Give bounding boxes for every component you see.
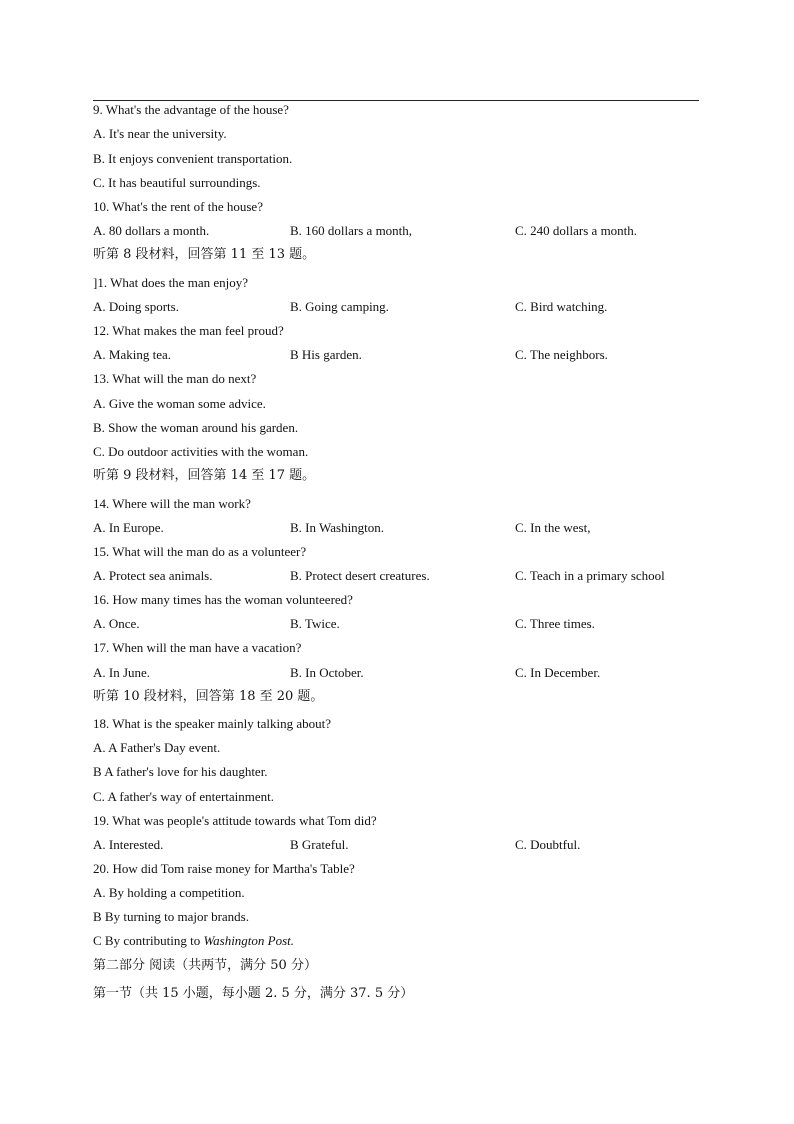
question-14-option-c: C. In the west, xyxy=(515,520,591,535)
question-12-stem: 12. What makes the man feel proud? xyxy=(93,323,284,338)
question-17-option-c: C. In December. xyxy=(515,665,601,680)
question-19-option-b: B Grateful. xyxy=(290,837,349,852)
question-20-stem: 20. How did Tom raise money for Martha's Table? xyxy=(93,861,355,876)
question-13-option-c: C. Do outdoor activities with the woman. xyxy=(93,444,309,459)
question-13-stem: 13. What will the man do next? xyxy=(93,371,257,386)
question-11-option-a: A. Doing sports. xyxy=(93,299,179,314)
header-rule xyxy=(93,100,699,101)
question-14-option-b: B. In Washington. xyxy=(290,520,385,535)
question-18-stem: 18. What is the speaker mainly talking about? xyxy=(93,716,332,731)
question-9-stem: 9. What's the advantage of the house? xyxy=(93,102,289,117)
question-14-option-a: A. In Europe. xyxy=(93,520,164,535)
newspaper-title: Washington Post. xyxy=(203,933,295,948)
question-11-option-b: B. Going camping. xyxy=(290,299,389,314)
section-8-instruction: 听第 8 段材料，回答第 11 至 13 题。 xyxy=(93,247,316,262)
question-15-option-b: B. Protect desert creatures. xyxy=(290,568,430,583)
question-11-stem: ]1. What does the man enjoy? xyxy=(93,275,248,290)
question-19-option-c: C. Doubtful. xyxy=(515,837,581,852)
question-20-option-b: B By turning to major brands. xyxy=(93,909,249,924)
question-9-option-a: A. It's near the university. xyxy=(93,126,227,141)
section-10-instruction: 听第 10 段材料，回答第 18 至 20 题。 xyxy=(93,689,324,704)
question-20-option-a: A. By holding a competition. xyxy=(93,885,245,900)
question-12-option-a: A. Making tea. xyxy=(93,347,171,362)
question-13-option-b: B. Show the woman around his garden. xyxy=(93,420,299,435)
question-12-option-b: B His garden. xyxy=(290,347,362,362)
section-9-instruction: 听第 9 段材料，回答第 14 至 17 题。 xyxy=(93,468,316,483)
part-2-section-1-heading: 第一节（共 15 小题，每小题 2. 5 分，满分 37. 5 分） xyxy=(93,986,414,1001)
question-16-stem: 16. How many times has the woman volunteered? xyxy=(93,592,353,607)
question-18-option-a: A. A Father's Day event. xyxy=(93,740,221,755)
question-10-option-a: A. 80 dollars a month. xyxy=(93,223,210,238)
question-20-option-c xyxy=(93,933,294,949)
question-9-option-c: C. It has beautiful surroundings. xyxy=(93,175,261,190)
question-12-option-c: C. The neighbors. xyxy=(515,347,608,362)
question-16-option-a: A. Once. xyxy=(93,616,140,631)
question-13-option-a: A. Give the woman some advice. xyxy=(93,396,266,411)
question-18-option-c: C. A father's way of entertainment. xyxy=(93,789,275,804)
question-17-option-a: A. In June. xyxy=(93,665,151,680)
question-16-option-b: B. Twice. xyxy=(290,616,340,631)
question-11-option-c: C. Bird watching. xyxy=(515,299,608,314)
question-19-stem: 19. What was people's attitude towards what Tom did? xyxy=(93,813,377,828)
question-15-stem: 15. What will the man do as a volunteer? xyxy=(93,544,307,559)
part-2-heading: 第二部分 阅读（共两节，满分 50 分） xyxy=(93,958,317,973)
question-9-option-b: B. It enjoys convenient transportation. xyxy=(93,151,293,166)
question-16-option-c: C. Three times. xyxy=(515,616,595,631)
question-10-stem: 10. What's the rent of the house? xyxy=(93,199,263,214)
question-14-stem: 14. Where will the man work? xyxy=(93,496,251,511)
question-10-option-b: B. 160 dollars a month, xyxy=(290,223,413,238)
question-19-option-a: A. Interested. xyxy=(93,837,164,852)
question-18-option-b: B A father's love for his daughter. xyxy=(93,764,268,779)
question-10-option-c: C. 240 dollars a month. xyxy=(515,223,638,238)
question-15-option-c: C. Teach in a primary school xyxy=(515,568,665,583)
question-17-stem: 17. When will the man have a vacation? xyxy=(93,640,302,655)
question-15-option-a: A. Protect sea animals. xyxy=(93,568,213,583)
question-17-option-b: B. In October. xyxy=(290,665,364,680)
question-20-option-c-text: C By contributing to xyxy=(93,933,201,948)
